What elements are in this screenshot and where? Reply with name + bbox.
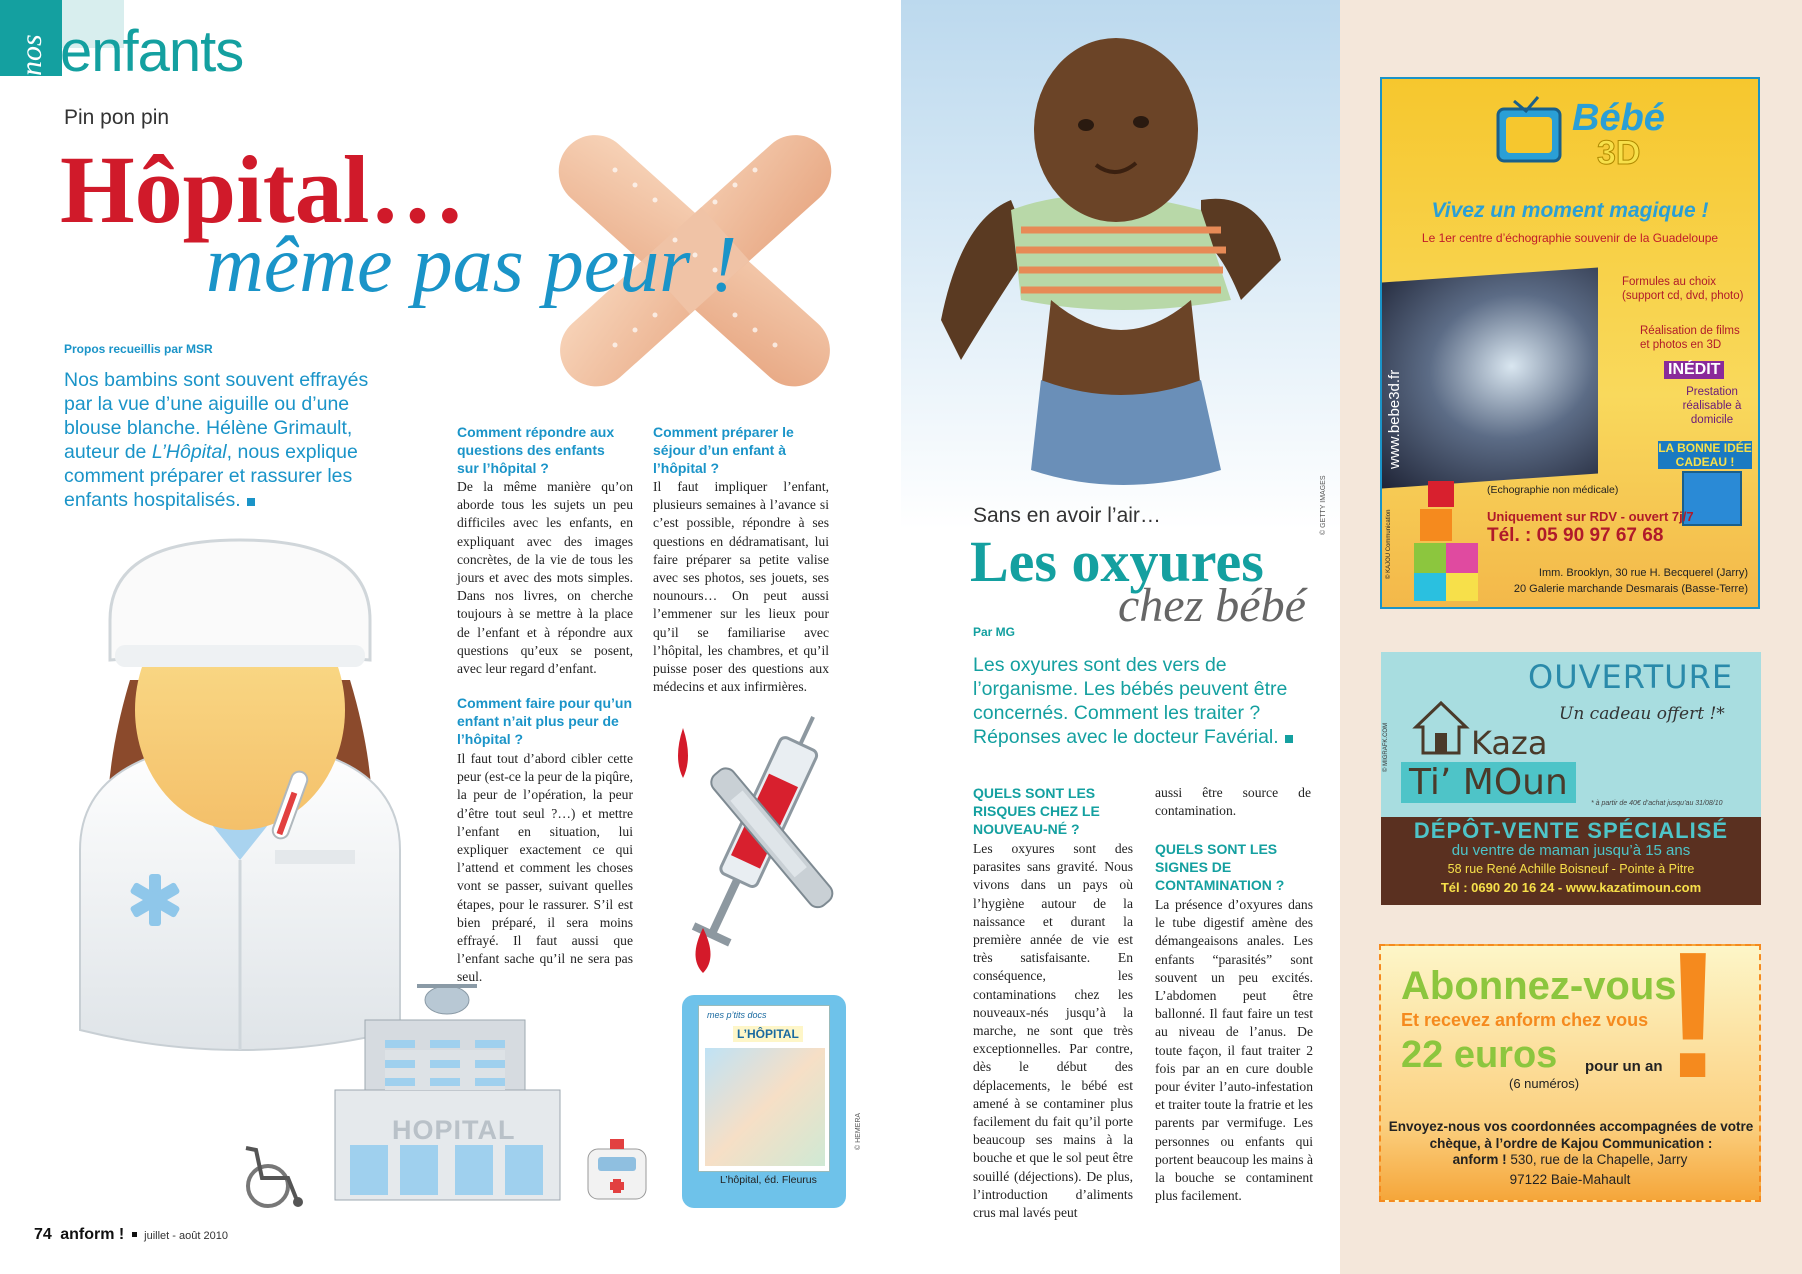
subscribe-address-line [1381, 1152, 1759, 1167]
kaza-side: © MIGRAFK.COM [1383, 722, 1389, 772]
book-title: L’HÔPITAL [733, 1026, 803, 1042]
oxyures-question-2: QUELS SONT LES SIGNES DE CONTAMINATION ? [1155, 841, 1285, 893]
ambulance-icon [584, 1135, 650, 1207]
block-pink [1446, 543, 1478, 573]
section-title: enfants [60, 19, 244, 84]
bebe3d-logo-line1: Bébé [1572, 97, 1665, 139]
baby-photo [901, 0, 1340, 530]
subscribe-address: 530, rue de la Chapelle, Jarry [1510, 1152, 1688, 1167]
bebe3d-gift: LA BONNE IDÉE CADEAU ! [1658, 441, 1752, 469]
block-cyan [1414, 573, 1446, 601]
kaza-depot: DÉPÔT-VENTE SPÉCIALISÉ [1413, 818, 1729, 843]
subscribe-issues: (6 numéros) [1509, 1076, 1580, 1091]
oxyures-lead-text: Les oxyures sont des vers de l’organisme. Les bébés peuvent être concernés. Comment les traiter ? Réponses avec le docteur Favérial. [973, 654, 1288, 748]
house-icon [1411, 697, 1471, 757]
kaza-name-1: Kaza [1471, 724, 1548, 762]
question-2: Comment faire pour qu’un enfant n’ait plus peur de l’hôpital ? [457, 695, 632, 747]
subscribe-subtitle: Et recevez anform chez vous [1401, 1010, 1649, 1030]
bebe3d-website: www.bebe3d.fr [1386, 369, 1403, 469]
magazine-name-left: anform ! [60, 1226, 125, 1243]
answer-1: De la même manière qu’on aborde tous les sujets un peu difficiles avec les enfants, en expliquant avec des images concrètes, de la vie de tous les jours et avec des mots simples. Dans nos livres, on cherche toujours à se mettre à la place de l’enfant et à répondre aux questions qu’eux se posent, avec leur regard d’enfant. [457, 479, 633, 677]
kicker: Pin pon pin [64, 106, 170, 129]
bebe3d-slogan: Vivez un moment magique ! [1431, 199, 1709, 222]
oxyures-answer-1: Les oxyures sont des parasites sans gravité. Nous vivons dans un pays où l’hygiène autour de la naissance et durant la première année de vie est très satisfaisante. En conséquence, les contaminations chez les nouveaux-nés jusqu’à la marche, ne sont que très exceptionnelles. Par contre, dès le début des déplacements, le bébé est amené à se contaminer plus facilement du fait qu’il porte beaucoup ses mains à la bouche et que le sol peut être souillé (déjections). De plus, l’introduction d’aliments crus mal lavés peut [973, 841, 1133, 1221]
subscribe-city: 97122 Baie-Mahault [1509, 1172, 1631, 1187]
oxyures-title-line1: Les oxyures [970, 529, 1264, 594]
bebe3d-blocks [1410, 481, 1490, 601]
book-series: mes p’tits docs [707, 1010, 767, 1020]
lead-book-title: L’Hôpital [151, 441, 227, 463]
section-prefix: nos [15, 34, 48, 76]
oxyures-lead [973, 653, 1293, 749]
subscribe-mag: anform ! [1452, 1152, 1507, 1167]
subscribe-instructions: Envoyez-nous vos coordonnées accompagnées de votre chèque, à l’ordre de Kajou Communication : [1388, 1119, 1754, 1151]
hospital-sign: HOPITAL [392, 1115, 516, 1145]
block-green [1414, 543, 1446, 573]
subscribe-title: Abonnez-vous [1401, 964, 1677, 1008]
oxyures-answer-2: La présence d’oxyures dans le tube digestif amène des démangeaisons anales. Les enfants “parasités” sont souvent un peu excités. L’abdomen peut être ballonné. Il faut faire un test au niveau de l’anus. De toute façon, il faut traiter 2 fois par an en cure double pour éviter l’auto-infestation et traiter toute la fratrie et les parents par vermifuge. Les personnes ou enfants qui portent beaucoup les mains à la bouche se contaminent plus facilement. [1155, 897, 1313, 1204]
question-1: Comment répondre aux questions des enfants sur l’hôpital ? [457, 424, 615, 476]
footer-square-left [132, 1232, 137, 1237]
lead-text-after: , nous explique comment préparer et rassurer les enfants hospitalisés. [64, 441, 358, 511]
tv-logo-icon [1492, 91, 1572, 171]
bebe3d-subtitle: Le 1er centre d’échographie souvenir de la Guadeloupe [1421, 231, 1719, 245]
oxyures-byline: Par MG [973, 625, 1016, 639]
hospital-building-illustration [325, 970, 570, 1210]
credit-hemera: © HEMERA [855, 1112, 862, 1150]
ad-subscribe[interactable] [1379, 915, 1761, 1202]
kaza-depot-sub: du ventre de maman jusqu’à 15 ans [1451, 842, 1691, 859]
book-caption: L’hôpital, éd. Fleurus [720, 1174, 817, 1186]
block-yellow [1446, 573, 1478, 601]
lead-paragraph [64, 368, 380, 512]
bebe3d-inedit: INÉDIT [1664, 361, 1724, 379]
end-square [247, 498, 255, 506]
bebe3d-feature-2: Réalisation de films et photos en 3D [1640, 325, 1740, 351]
block-red [1428, 481, 1454, 507]
issue-date-left: juillet - août 2010 [144, 1230, 228, 1242]
book-image [705, 1048, 825, 1166]
kaza-name-2: Ti’ MOun [1401, 762, 1576, 803]
baby-illustration [901, 0, 1340, 530]
byline: Propos recueillis par MSR [64, 342, 213, 356]
block-orange [1420, 509, 1452, 541]
kaza-address: 58 rue René Achille Boisneuf - Pointe à Pitre [1447, 862, 1695, 876]
kaza-conditions: * à partir de 40€ d’achat jusqu’au 31/08/10 [1591, 800, 1723, 807]
book-cover [698, 1005, 830, 1172]
ad-kaza-timoun[interactable] [1381, 652, 1761, 905]
bebe3d-note: (Echographie non médicale) [1487, 484, 1619, 496]
bebe3d-feature-1: Formules au choix (support cd, dvd, photo) [1622, 276, 1744, 302]
bebe3d-ultrasound-image [1382, 267, 1598, 488]
kaza-phone: Tél : 0690 20 16 24 - www.kazatimoun.com [1440, 880, 1702, 895]
page-number-left: 74 [34, 1226, 52, 1243]
wheelchair-icon [238, 1142, 308, 1212]
syringe-illustration [663, 718, 863, 978]
bebe3d-rdv: Uniquement sur RDV - ouvert 7j/7 [1487, 509, 1694, 524]
answer-3: Il faut impliquer l’enfant, plusieurs semaines à l’avance si c’est possible, répondre à ses questions en dédramatisant, lui faire préparer sa petite valise avec ses photos, ses jouets, ses nounours… On peut aussi l’emmener sur les lieux pour qu’il se familiarise avec l’hôpital, les chambres, et qu’il puisse poser des questions aux médecins et aux infirmières. [653, 479, 829, 695]
oxyures-answer-1-continued: aussi être source de contamination. [1155, 785, 1311, 819]
bebe3d-logo-line2: 3D [1597, 134, 1641, 172]
bebe3d-feature-3: Prestation réalisable à domicile [1682, 386, 1742, 426]
title-line1: Hôpital… [60, 136, 466, 243]
bebe3d-address-2: 20 Galerie marchande Desmarais (Basse-Terre) [1513, 583, 1748, 595]
subscribe-exclamation: ! [1663, 915, 1723, 1116]
oxyures-kicker: Sans en avoir l’air… [973, 504, 1161, 527]
left-footer [34, 1226, 228, 1244]
oxyures-title-line2: chez bébé [1118, 579, 1306, 632]
answer-2: Il faut tout d’abord cibler cette peur (est-ce la peur de la piqûre, la peur de l’opération, la peur d’être tout seul ?…) et mettre l’enfant en situation, lui expliquer exactement ce qui l’attend et comment les choses vont se passer, suivant quelles étapes, pour le rassurer. S’il est bien préparé, il sera moins effrayé. Il faut aussi que l’enfant sache qu’il ne sera pas seul. [457, 751, 633, 985]
bebe3d-phone: Tél. : 05 90 97 67 68 [1487, 525, 1664, 546]
subscribe-per-year: pour un an [1585, 1058, 1663, 1075]
kaza-ouverture: OUVERTURE [1528, 658, 1734, 696]
subscribe-price: 22 euros [1401, 1034, 1558, 1076]
kaza-cadeau: Un cadeau offert !* [1559, 704, 1725, 724]
oxyures-question-1: QUELS SONT LES RISQUES CHEZ LE NOUVEAU-NÉ ? [973, 785, 1100, 837]
end-square [1285, 735, 1293, 743]
bebe3d-address-1: Imm. Brooklyn, 30 rue H. Becquerel (Jarry) [1538, 567, 1748, 579]
lead-text-before: Nos bambins sont souvent effrayés par la vue d’une aiguille ou d’une blouse blanche. Hélène Grimault, auteur de [64, 369, 369, 463]
credit-getty: © GETTY IMAGES [1320, 475, 1327, 535]
ad-bebe3d[interactable] [1380, 77, 1760, 609]
question-3: Comment préparer le séjour d’un enfant à l’hôpital ? [653, 424, 794, 476]
bebe3d-credit: © KAJOU Communication [1386, 509, 1392, 579]
title-line2: même pas peur ! [206, 221, 737, 309]
